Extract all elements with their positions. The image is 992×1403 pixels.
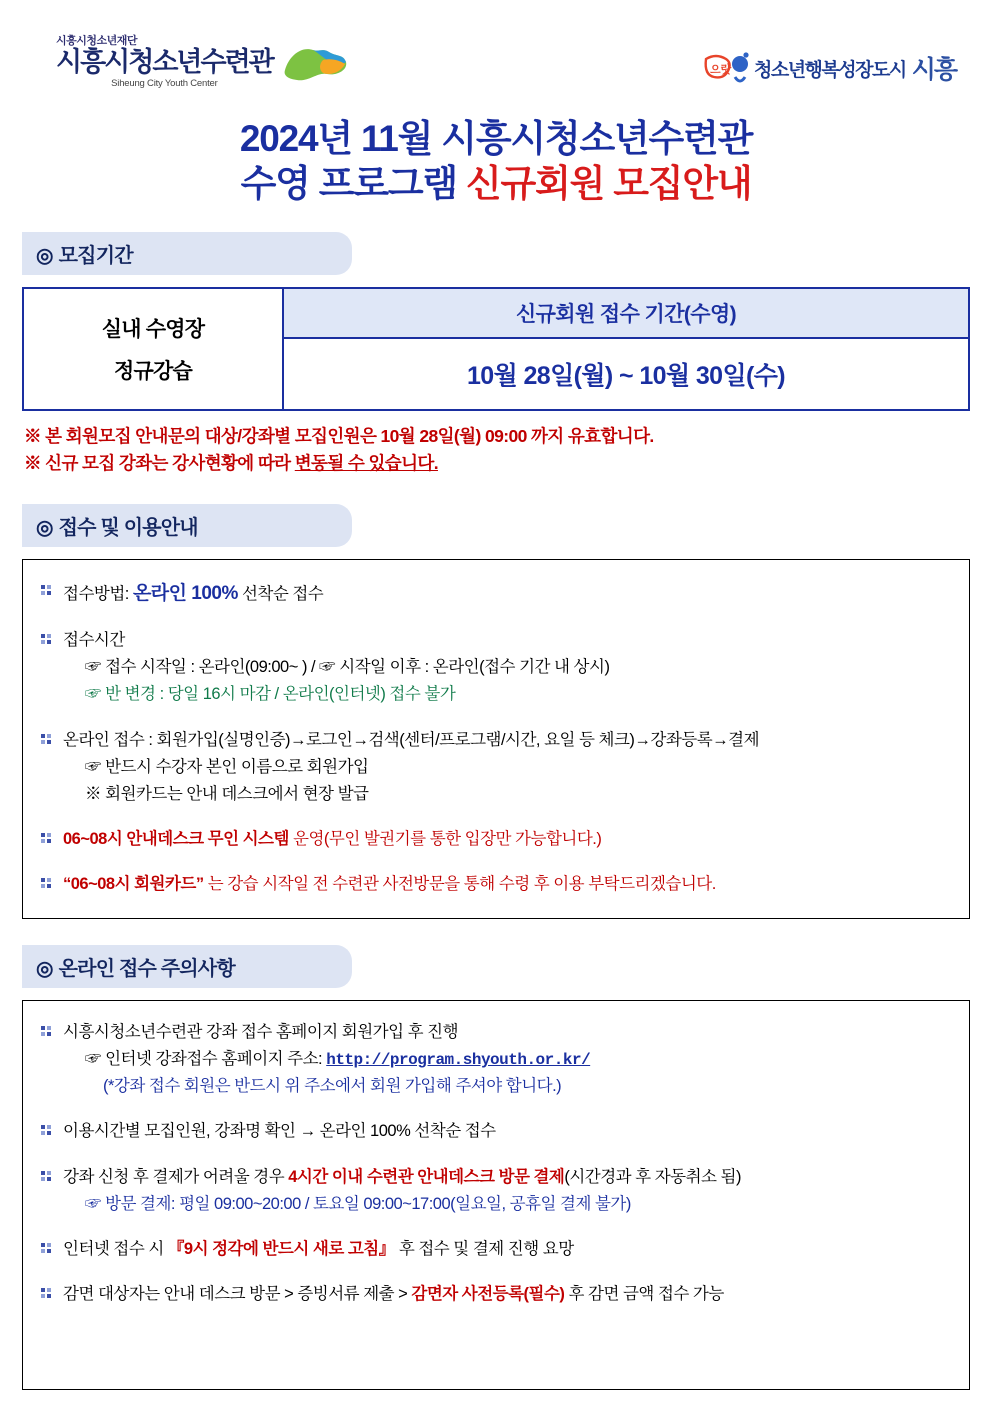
apply-method-suffix: 선착순 접수 (237, 584, 324, 603)
payment-deadline-line (63, 1164, 949, 1191)
member-card-pickup-line (63, 871, 949, 898)
period-note-1 (24, 423, 974, 450)
center-name: 시흥시청소년수련관 (56, 47, 273, 77)
period-note-1-a: ※ 본 회원모집 안내문의 대상/강좌별 모집인원은 (24, 426, 381, 447)
list-item (41, 826, 949, 853)
map-shape-icon (279, 40, 349, 93)
refresh-notice-suffix: 후 접수 및 결제 진행 요망 (394, 1239, 574, 1258)
list-item-body (63, 1019, 949, 1101)
apply-class-change: ☞ 반 변경 : 당일 16시 마감 / 온라인(인터넷) 접수 불가 (85, 685, 456, 704)
dotted-bullet-icon (41, 634, 59, 646)
spacer (41, 814, 949, 826)
period-note-2-b: 변동될 수 있습니다. (294, 453, 438, 474)
period-note-1-c: 까지 유효합니다. (526, 426, 654, 447)
circle-marker-icon: ◎ (36, 957, 53, 980)
list-item (41, 1019, 949, 1101)
spacer (41, 1106, 949, 1118)
svg-text:으랏: 으랏 (710, 64, 732, 76)
period-table-dates: 10월 28일(월) ~ 10월 30일(수) (466, 362, 785, 391)
list-item-body (63, 1118, 949, 1145)
refresh-notice-prefix: 인터넷 접수 시 (63, 1239, 168, 1258)
period-table-header: 신규회원 접수 기간(수영) (284, 289, 968, 339)
website-note: (*강좌 접수 회원은 반드시 위 주소에서 회원 가입해 주셔야 합니다.) (103, 1077, 562, 1096)
signup-name-note: ☞ 반드시 수강자 본인 이름으로 회원가입 (85, 757, 369, 776)
payment-deadline-strong: 4시간 이내 수련관 안내데스크 방문 결제 (288, 1167, 565, 1186)
period-notes (24, 423, 974, 477)
unmanned-system-suffix: 운영(무인 발권기를 통한 입장만 가능합니다.) (288, 830, 602, 849)
poster-title (18, 116, 974, 206)
apply-time-detail: ☞ 접수 시작일 : 온라인(09:00~ ) / ☞ 시작일 이후 : 온라인(접수 기간 내 상시) (85, 658, 610, 677)
section-heading-caution-label: 온라인 접수 주의사항 (58, 957, 235, 980)
list-item-body (63, 1281, 949, 1308)
apply-method-line (63, 578, 949, 609)
unmanned-system-line (63, 826, 949, 853)
list-item-body (63, 727, 949, 809)
period-table-left-cell (24, 289, 284, 409)
youth-center-logo (56, 36, 349, 93)
member-card-note: ※ 회원카드는 안내 데스크에서 현장 발급 (85, 784, 369, 803)
spacer (41, 859, 949, 871)
title-line-1: 2024년 11월 시흥시청소년수련관 (239, 118, 753, 159)
caution-info-box (22, 1000, 970, 1390)
list-item (41, 1281, 949, 1308)
section-heading-period (22, 232, 352, 275)
circle-marker-icon: ◎ (36, 245, 53, 268)
list-item-body (63, 871, 949, 898)
unmanned-system-strong: 06~08시 안내데스크 무인 시스템 (63, 830, 289, 849)
dotted-bullet-icon (41, 833, 59, 845)
apply-info-box (22, 559, 970, 919)
refresh-notice-strong: 『9시 정각에 반드시 새로 고침』 (167, 1239, 395, 1258)
payment-deadline-prefix: 강좌 신청 후 결제가 어려울 경우 (63, 1167, 289, 1186)
dotted-bullet-icon (41, 1171, 59, 1183)
title-line-2-prefix: 수영 프로그램 (240, 163, 466, 205)
discount-registration-line (63, 1281, 949, 1308)
period-left-line2: 정규강습 (114, 360, 192, 384)
list-item-body (63, 1164, 949, 1218)
period-table-right-cell (284, 289, 968, 409)
period-left-line1: 실내 수영장 (101, 318, 205, 342)
heart-balloon-icon (702, 51, 748, 85)
spacer (41, 1269, 949, 1281)
dotted-bullet-icon (41, 1288, 59, 1300)
member-card-pickup-quote: “06~08시 회원카드” (63, 875, 204, 894)
member-card-pickup-suffix: 는 강습 시작일 전 수련관 사전방문을 통해 수령 후 이용 부탁드리겠습니다. (203, 875, 716, 894)
period-note-2 (24, 450, 974, 477)
list-item (41, 1236, 949, 1263)
list-item (41, 1164, 949, 1218)
center-name-english: Siheung City Youth Center (111, 78, 218, 89)
spacer (41, 1224, 949, 1236)
visit-payment-hours: ☞ 방문 결제: 평일 09:00~20:00 / 토요일 09:00~17:00(일요일, 공휴일 결제 불가) (85, 1194, 631, 1213)
title-line-2-accent: 신규회원 모집안내 (466, 163, 752, 205)
website-line (63, 1046, 949, 1073)
circle-marker-icon: ◎ (36, 516, 53, 539)
city-slogan-text: 청소년행복성장도시 (754, 59, 906, 81)
youth-center-logo-text (56, 36, 273, 89)
discount-registration-strong: 감면자 사전등록(필수) (411, 1285, 565, 1304)
list-item (41, 871, 949, 898)
online-flow-line: 온라인 접수 : 회원가입(실명인증)→로그인→검색(센터/프로그램/시간, 요일 등 체크)→강좌등록→결제 (63, 730, 760, 749)
payment-deadline-suffix: (시간경과 후 자동취소 됨) (564, 1167, 741, 1186)
dotted-bullet-icon (41, 1125, 59, 1137)
list-item-body (63, 826, 949, 853)
apply-time-title: 접수시간 (63, 630, 125, 649)
list-item (41, 727, 949, 809)
foundation-name: 시흥시청소년재단 (56, 35, 138, 47)
period-note-2-a: ※ 신규 모집 강좌는 강사현황에 따라 (24, 453, 295, 474)
dotted-bullet-icon (41, 1243, 59, 1255)
apply-method-strong: 온라인 100% (132, 582, 238, 604)
list-item (41, 578, 949, 609)
signup-required-line: 시흥시청소년수련관 강좌 접수 홈페이지 회원가입 후 진행 (63, 1022, 459, 1041)
spacer (41, 715, 949, 727)
refresh-notice-line (63, 1236, 949, 1263)
city-name-text: 시흥 (911, 56, 956, 84)
city-slogan-logo (702, 50, 956, 86)
website-label: ☞ 인터넷 강좌접수 홈페이지 주소: (85, 1049, 327, 1068)
section-heading-caution (22, 945, 352, 988)
period-table (22, 287, 970, 411)
period-note-1-b: 10월 28일(월) 09:00 (380, 426, 527, 447)
list-item-body (63, 627, 949, 709)
section-heading-apply (22, 504, 352, 547)
discount-registration-suffix: 후 감면 금액 접수 가능 (564, 1285, 724, 1304)
list-item-body (63, 578, 949, 609)
section-heading-apply-label: 접수 및 이용안내 (58, 516, 198, 539)
spacer (41, 615, 949, 627)
page-header (18, 0, 974, 110)
discount-registration-prefix: 감면 대상자는 안내 데스크 방문 > 증빙서류 제출 > (63, 1285, 412, 1304)
section-heading-period-label: 모집기간 (58, 245, 133, 268)
dotted-bullet-icon (41, 585, 59, 597)
title-line-2 (18, 161, 974, 206)
spacer (41, 1152, 949, 1164)
dotted-bullet-icon (41, 878, 59, 890)
list-item-body (63, 1236, 949, 1263)
program-website-link[interactable]: http://program.shyouth.or.kr/ (326, 1050, 591, 1069)
apply-method-prefix: 접수방법: (63, 584, 133, 603)
dotted-bullet-icon (41, 734, 59, 746)
list-item (41, 1118, 949, 1145)
capacity-check-line: 이용시간별 모집인원, 강좌명 확인 → 온라인 100% 선착순 접수 (63, 1122, 496, 1141)
dotted-bullet-icon (41, 1026, 59, 1038)
list-item (41, 627, 949, 709)
